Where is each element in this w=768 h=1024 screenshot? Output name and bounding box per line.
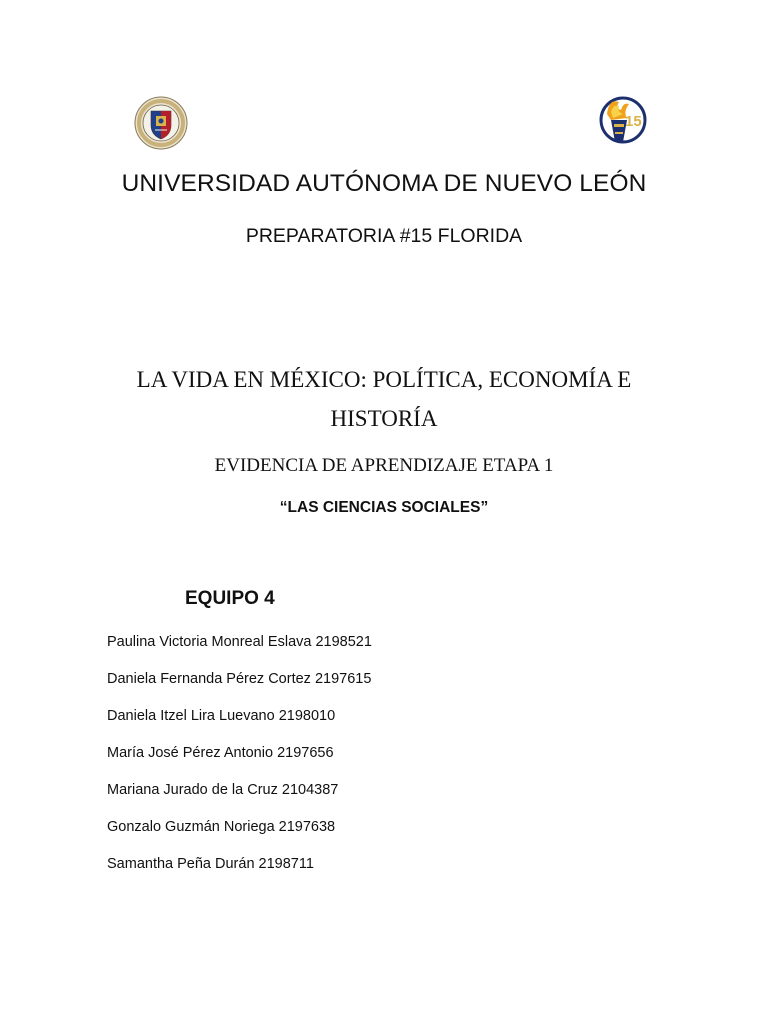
uanl-seal-icon	[134, 96, 188, 150]
team-member: Daniela Fernanda Pérez Cortez 2197615	[107, 671, 372, 687]
team-member: Gonzalo Guzmán Noriega 2197638	[107, 819, 336, 835]
team-member: Daniela Itzel Lira Luevano 2198010	[107, 708, 336, 724]
university-name: UNIVERSIDAD AUTÓNOMA DE NUEVO LEÓN	[121, 170, 647, 197]
right-logo-number: 15	[625, 113, 642, 130]
prepa15-torch-icon	[593, 94, 647, 150]
team-member: María José Pérez Antonio 2197656	[107, 745, 334, 761]
evidence-label: EVIDENCIA DE APRENDIZAJE ETAPA 1	[214, 455, 554, 476]
team-member: Paulina Victoria Monreal Eslava 2198521	[107, 634, 372, 650]
team-member: Mariana Jurado de la Cruz 2104387	[107, 782, 339, 798]
subject-title: “LAS CIENCIAS SOCIALES”	[279, 499, 489, 516]
school-name: PREPARATORIA #15 FLORIDA	[245, 225, 523, 247]
document-title: LA VIDA EN MÉXICO: POLÍTICA, ECONOMÍA E HISTORÍA	[136, 367, 632, 431]
team-member-list	[107, 624, 372, 883]
team-member: Samantha Peña Durán 2198711	[107, 856, 314, 872]
team-name: EQUIPO 4	[185, 588, 275, 609]
